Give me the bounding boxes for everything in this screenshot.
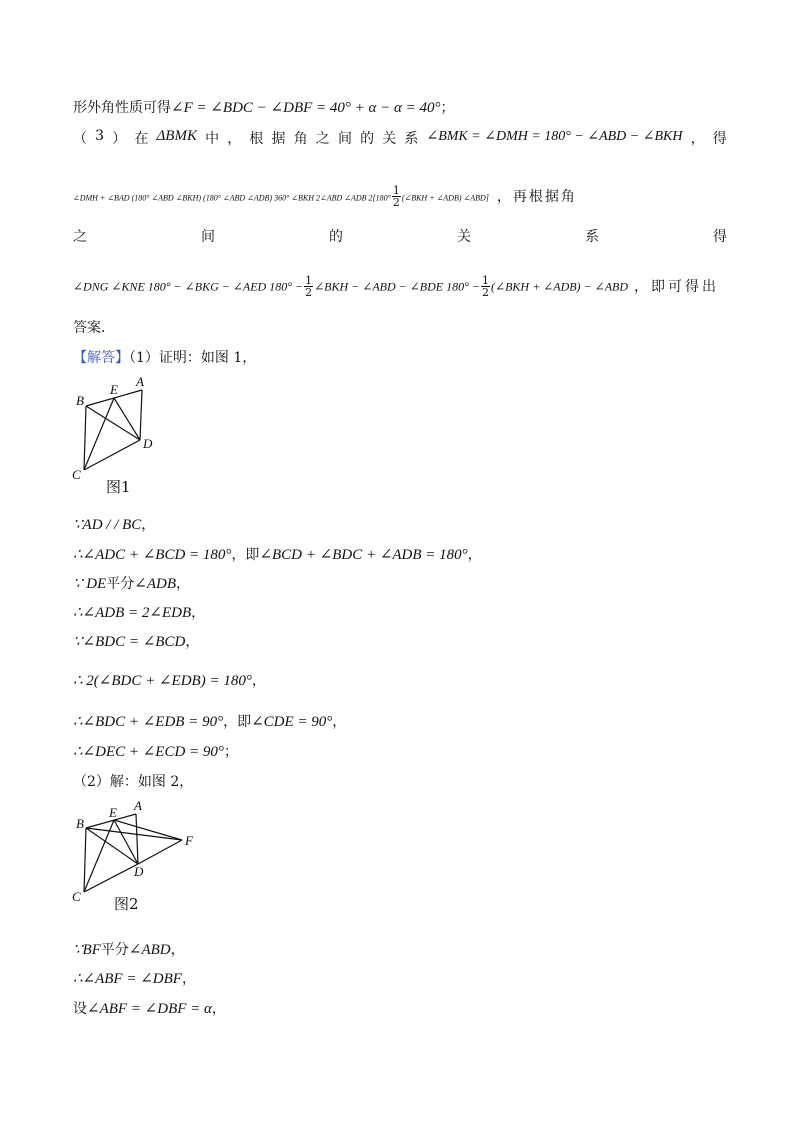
label-B: B: [76, 393, 84, 408]
formula: ∠DNG ∠KNE 180° − ∠BKG − ∠AED 180° −: [73, 279, 304, 294]
text-line-4: [73, 226, 727, 246]
char: ）: [112, 131, 127, 147]
punctuation: ，: [690, 131, 705, 147]
formula-small: (∠BKH + ∠ADB) ∠ABD]: [401, 193, 489, 203]
char: 3: [95, 128, 105, 144]
formula-small: ∠DMH + ∠BAD (180° ∠ABD ∠BKH) (180° ∠ABD ∠ADB) 360° ∠BKH 2∠ABD ∠ADB 2[180°: [73, 193, 391, 203]
edge-CD: [84, 440, 140, 470]
edge-ED: [114, 398, 140, 440]
answer-tag: 【解答】: [73, 350, 129, 366]
char: 在: [134, 131, 149, 147]
formula: ∠ADB: [134, 576, 177, 592]
label-C: C: [72, 467, 81, 482]
fraction: [304, 275, 313, 298]
char: （: [73, 131, 87, 147]
formula: ∠F = ∠BDC − ∠DBF = 40° + α − α = 40°: [171, 100, 441, 116]
line-text: 平分: [106, 576, 135, 592]
label-A: A: [134, 798, 142, 813]
frac-den: 2: [482, 286, 490, 299]
line-text: ，即: [223, 714, 252, 730]
text-line-5: [73, 275, 719, 298]
frac-num: 1: [305, 274, 313, 287]
line-text: （2）解：如图 2，: [73, 774, 194, 790]
text-line-14: [73, 712, 346, 732]
text-line-10: [73, 574, 190, 594]
edge-AD: [136, 814, 138, 864]
char: 根: [249, 131, 264, 147]
formula: ∠ABF = ∠DBF = α: [87, 1001, 212, 1017]
label-D: D: [134, 864, 144, 879]
line-text: ，即: [231, 547, 260, 563]
edge-EF: [114, 820, 182, 840]
char: 的: [360, 131, 375, 147]
text-line-3: [73, 185, 577, 209]
edge-AD: [140, 390, 142, 440]
edge-BC: [84, 828, 86, 892]
label-E: E: [109, 805, 117, 820]
formula: ∴∠ADB = 2∠EDB: [73, 605, 192, 621]
punctuation: ，: [170, 942, 185, 958]
char: 得: [712, 131, 727, 147]
char: 中: [205, 131, 220, 147]
formula: (∠BKH + ∠ADB) − ∠ABD: [491, 279, 629, 294]
char: 之: [73, 229, 87, 245]
line-text: 设: [73, 1001, 87, 1017]
label-E: E: [110, 382, 118, 397]
line-text: 形外角性质可得: [73, 100, 171, 116]
line-text: 答案．: [73, 320, 115, 336]
formula: ∠CDE = 90°: [251, 714, 333, 730]
formula: ∴∠ADC + ∠BCD = 180°: [73, 547, 232, 563]
edge-FD: [138, 840, 182, 864]
formula: ∴∠DEC + ∠ECD = 90°: [73, 744, 224, 760]
text-line-19: [73, 999, 226, 1019]
text-line-1: [73, 98, 455, 118]
char: 的: [329, 229, 343, 245]
formula: ∠ABD: [128, 942, 171, 958]
punctuation: ，: [332, 714, 347, 730]
char: 间: [337, 131, 352, 147]
text-line-11: [73, 603, 205, 623]
char: 之: [315, 131, 330, 147]
figure-2-caption: 图2: [114, 895, 139, 913]
text-line-13: [73, 671, 266, 691]
frac-num: 1: [482, 274, 490, 287]
formula: ∵BF: [73, 942, 101, 958]
text-line-17: [73, 940, 185, 960]
char: 据: [271, 131, 286, 147]
punctuation: ，: [141, 517, 156, 533]
punctuation: ，: [251, 673, 266, 689]
punctuation: ；: [223, 744, 238, 760]
text-line-2: [73, 128, 727, 148]
figure-2-diagram: [66, 796, 206, 906]
label-C: C: [72, 889, 81, 904]
label-F: F: [185, 833, 193, 848]
frac-den: 2: [305, 286, 313, 299]
edge-EC: [84, 398, 114, 470]
edge-CD: [84, 864, 138, 892]
formula: ∴∠BDC + ∠EDB = 90°: [73, 714, 224, 730]
formula: ∵ DE: [73, 576, 107, 592]
label-D: D: [143, 436, 153, 451]
text-line-12: [73, 632, 199, 652]
text-line-16: [73, 772, 193, 792]
formula: ∠BKH − ∠ABD − ∠BDE 180° −: [314, 279, 481, 294]
text-line-7: [73, 348, 256, 368]
edge-BC: [84, 406, 86, 470]
line-text: 平分: [100, 942, 129, 958]
char: 角: [293, 131, 308, 147]
punctuation: ；: [440, 100, 455, 116]
char: 得: [713, 229, 727, 245]
punctuation: ，: [181, 971, 196, 987]
text-line-18: [73, 969, 196, 989]
text-line-6: [73, 318, 115, 338]
fraction: [392, 185, 401, 208]
fraction: [481, 275, 490, 298]
char: ，: [227, 131, 242, 147]
label-B: B: [76, 816, 84, 831]
char: 关: [382, 131, 397, 147]
frac-den: 2: [392, 196, 400, 209]
punctuation: ，: [191, 605, 206, 621]
line-text: ，即可得出: [634, 278, 720, 295]
text-line-9: [73, 545, 482, 565]
char: 系: [585, 229, 599, 245]
punctuation: ，: [176, 576, 191, 592]
formula: ∵AD / / BC: [73, 517, 142, 533]
formula: ∠BMK = ∠DMH = 180° − ∠ABD − ∠BKH: [426, 129, 683, 144]
char: 间: [201, 229, 215, 245]
label-A: A: [136, 374, 144, 389]
formula: ∴ 2(∠BDC + ∠EDB) = 180°: [73, 673, 252, 689]
frac-num: 1: [392, 184, 400, 197]
char: 关: [457, 229, 471, 245]
figure-1-caption: 图1: [106, 478, 131, 496]
formula: ∴∠ABF = ∠DBF: [73, 971, 182, 987]
punctuation: ，: [467, 547, 482, 563]
edge-EC: [84, 820, 114, 892]
formula: ∠BCD + ∠BDC + ∠ADB = 180°: [259, 547, 468, 563]
punctuation: ，: [211, 1001, 226, 1017]
edge-BD: [86, 406, 140, 440]
punctuation: ，: [185, 634, 200, 650]
formula: ∵∠BDC = ∠BCD: [73, 634, 186, 650]
text-line-15: [73, 742, 238, 762]
line-text: （1）证明：如图 1，: [129, 350, 257, 366]
text-line-8: [73, 515, 155, 535]
figure-1-diagram: [66, 372, 166, 484]
char: 系: [404, 131, 419, 147]
line-text: ，再根据角: [496, 188, 577, 205]
formula: ΔBMK: [156, 128, 197, 144]
